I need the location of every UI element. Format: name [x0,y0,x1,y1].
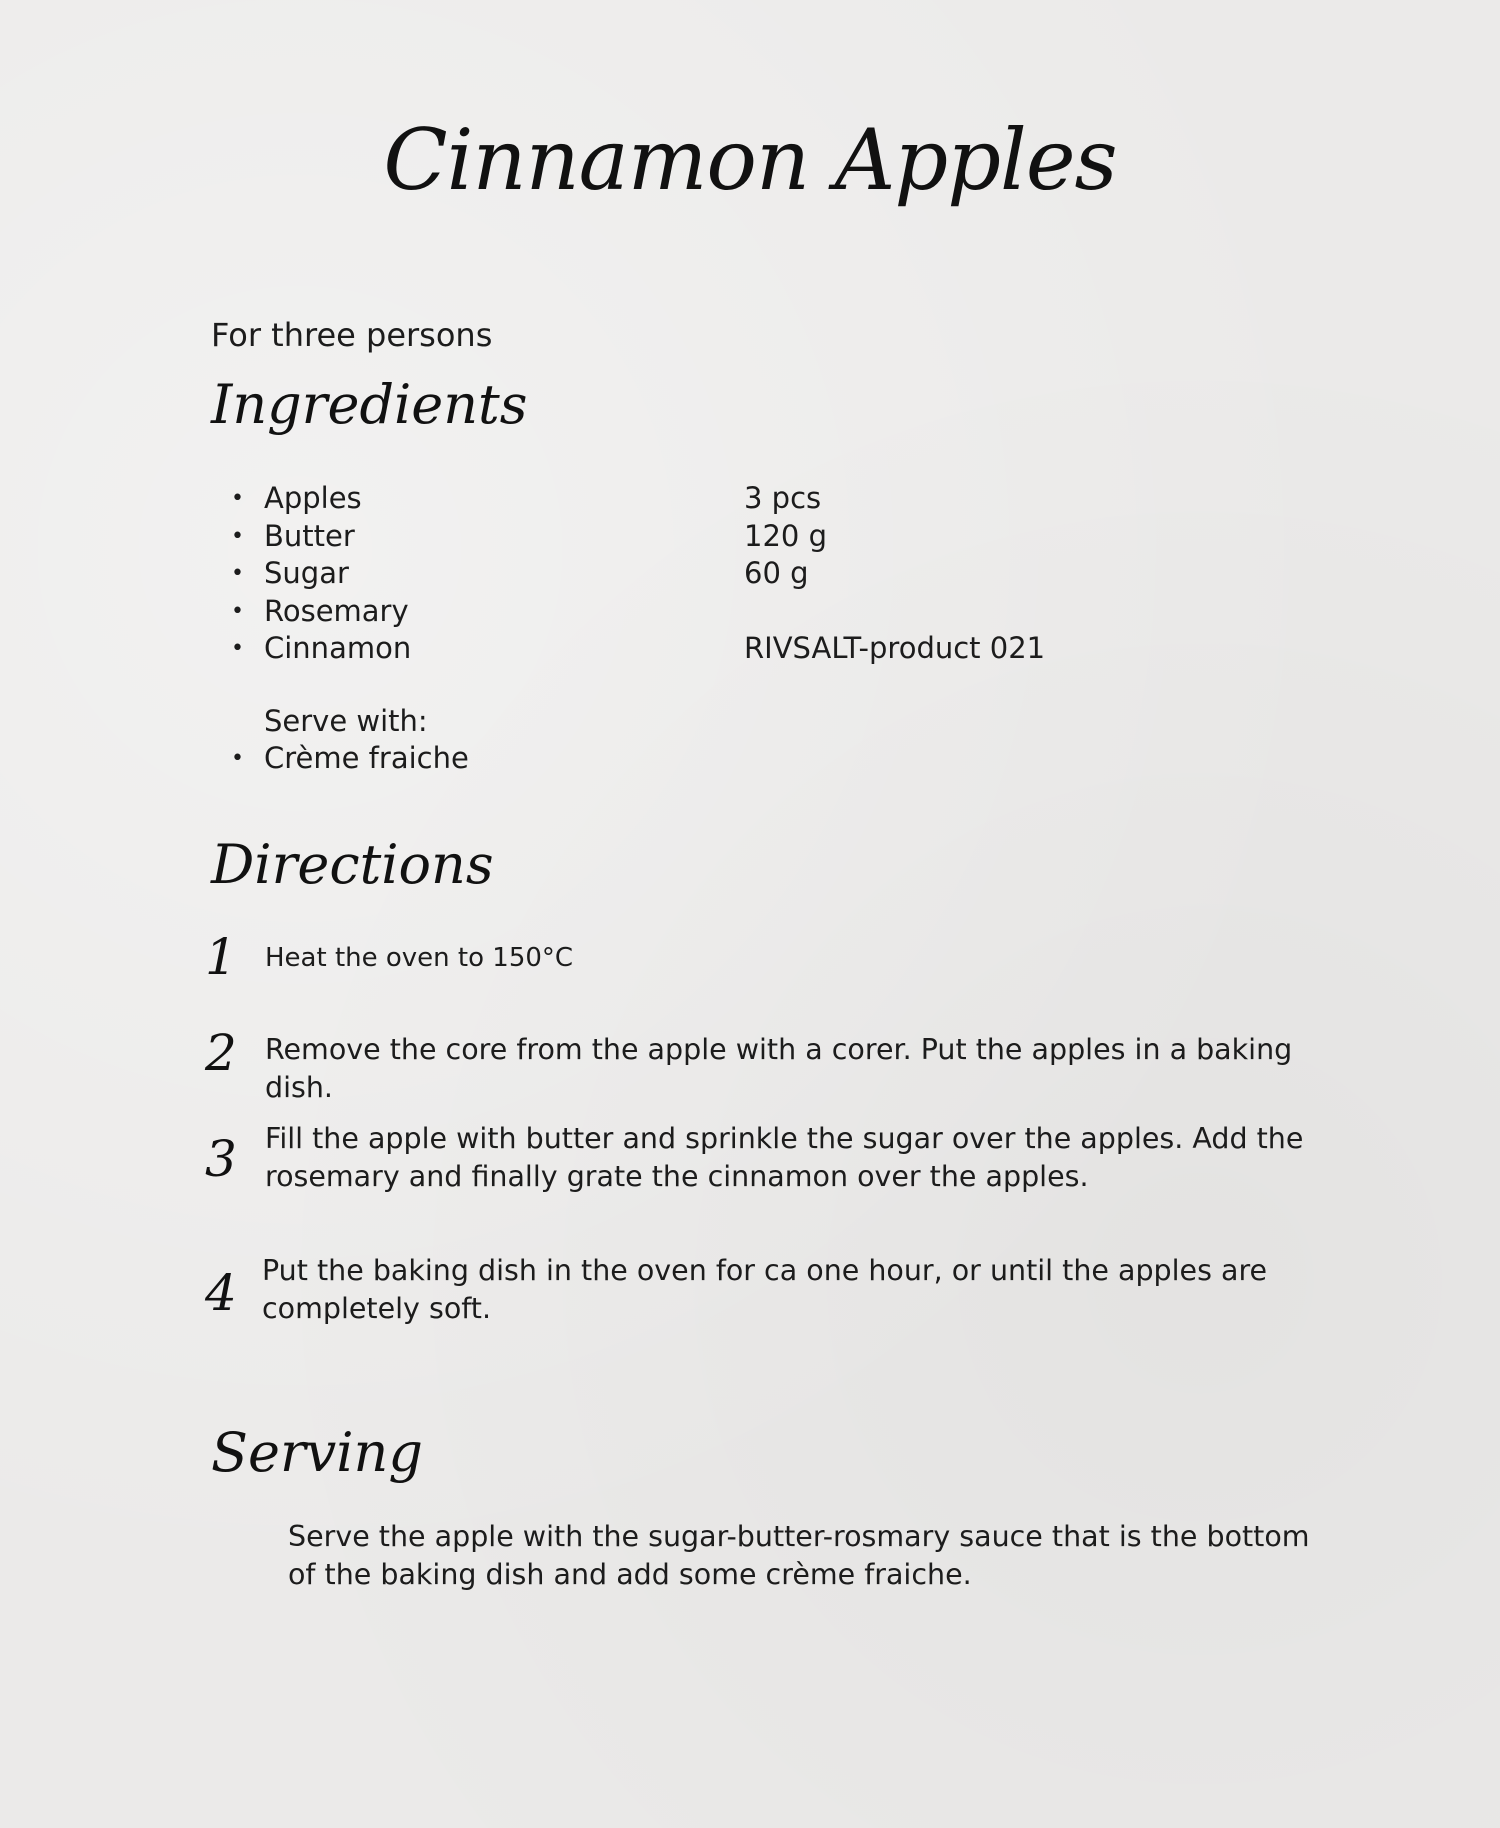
ingredient-name: Rosemary [264,593,409,628]
step-text: Heat the oven to 150°C [265,943,574,973]
ingredient-quantity: 3 pcs [744,481,822,515]
bullet-icon: • [231,636,244,661]
ingredient-quantity: 60 g [744,556,809,590]
step-text: Put the baking dish in the oven for ca one hour, or until the apples are completely soft. [262,1254,1268,1325]
ingredient-item [211,593,1311,631]
bullet-icon: • [231,523,244,549]
ingredient-name: Apples [264,481,362,515]
step-text: Remove the core from the apple with a corer. Put the apples in a baking dish. [265,1033,1293,1104]
ingredient-name: Sugar [264,556,349,590]
ingredient-item [211,630,1311,668]
servings-text: For three persons [211,316,493,354]
ingredient-name: Cinnamon [264,631,412,665]
directions-heading: Directions [211,833,494,896]
ingredients-list [211,480,1311,668]
ingredient-quantity: 120 g [744,518,827,553]
step-number: 2 [205,1024,237,1082]
bullet-icon: • [231,746,244,771]
ingredient-item [211,518,1311,556]
bullet-icon: • [231,561,244,586]
step-number: 1 [205,928,237,986]
bullet-icon: • [231,598,244,624]
step-text: Fill the apple with butter and sprinkle the sugar over the apples. Add the rosemary and finally grate the cinnamon over the apples. [265,1122,1304,1193]
serving-text: Serve the apple with the sugar-butter-rosmary sauce that is the bottom of the baking dish and add some crème fraiche. [288,1520,1310,1591]
ingredient-name: Butter [264,518,355,553]
ingredient-item [211,480,1311,518]
recipe-title: Cinnamon Apples [383,111,1117,209]
serve-with-label: Serve with: [264,704,428,738]
ingredient-item [211,555,1311,593]
serve-with-item-name: Crème fraiche [264,741,469,775]
bullet-icon: • [231,486,244,511]
serve-with-item [211,740,811,778]
serving-heading: Serving [211,1421,423,1484]
ingredients-heading: Ingredients [211,373,528,436]
step-number: 3 [205,1130,237,1188]
ingredient-quantity: RIVSALT-product 021 [744,631,1046,665]
step-number: 4 [205,1264,237,1322]
